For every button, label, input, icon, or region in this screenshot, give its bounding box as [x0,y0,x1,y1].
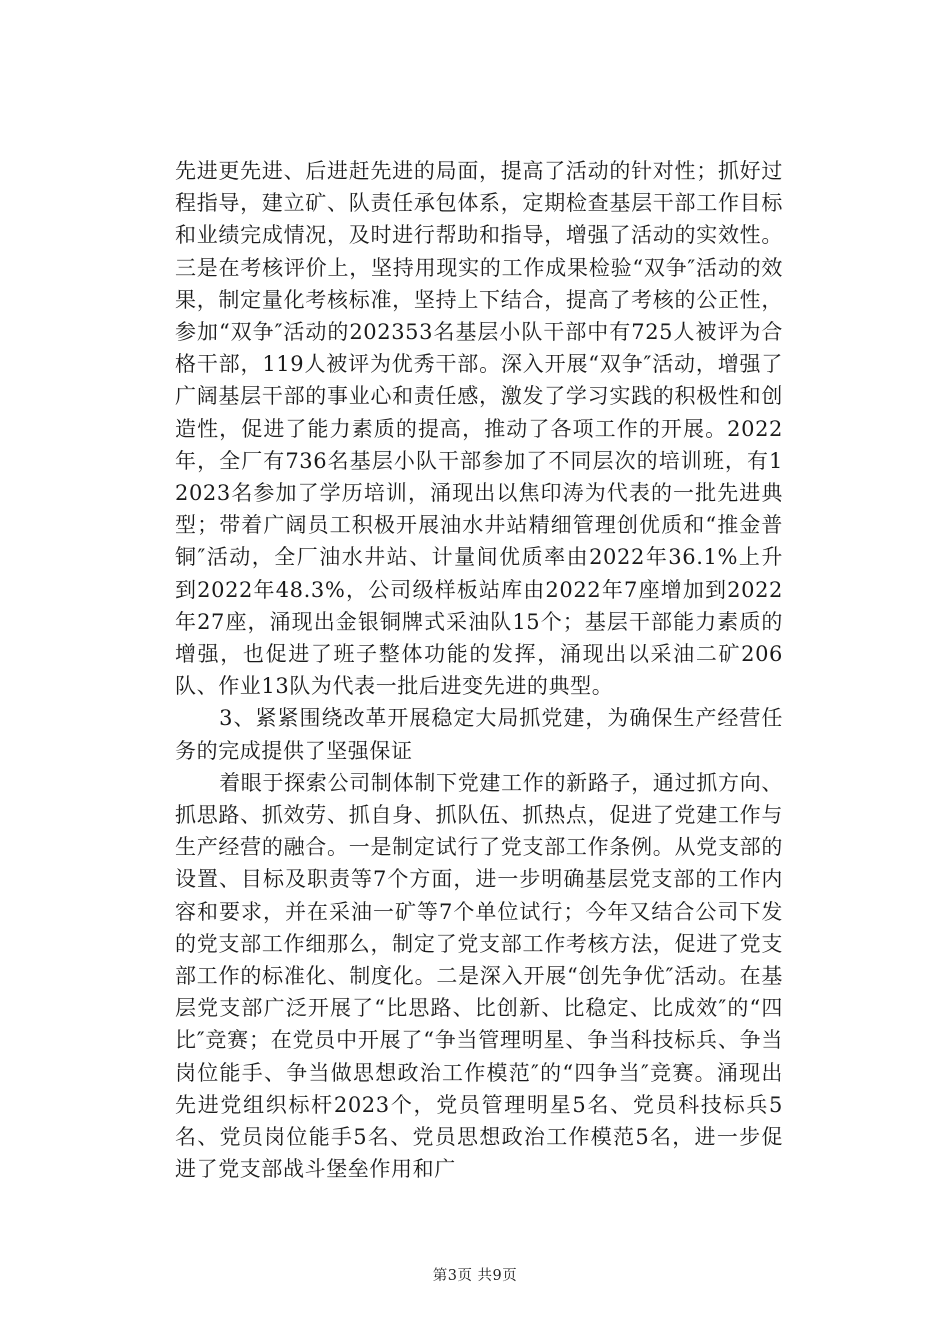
document-body [175,155,783,1186]
paragraph-continuation: 先进更先进、后进赶先进的局面，提高了活动的针对性；抓好过程指导，建立矿、队责任承包体系，定期检查基层干部工作目标和业绩完成情况，及时进行帮助和指导，增强了活动的实效性。三是在考核评价上，坚持用现实的工作成果检验“双争″活动的效果，制定量化考核标准，坚持上下结合，提高了考核的公正性，参加“双争″活动的202353名基层小队干部中有725人被评为合格干部，119人被评为优秀干部。深入开展“双争″活动，增强了广阔基层干部的事业心和责任感，激发了学习实践的积极性和创造性，促进了能力素质的提高，推动了各项工作的开展。2022年，全厂有736名基层小队干部参加了不同层次的培训班，有12023名参加了学历培训，涌现出以焦印涛为代表的一批先进典型；带着广阔员工积极开展油水井站精细管理创优质和“推金普铜″活动，全厂油水井站、计量间优质率由2022年36.1%上升到2022年48.3%，公司级样板站库由2022年7座增加到2022年27座，涌现出金银铜牌式采油队15个；基层干部能力素质的增强，也促进了班子整体功能的发挥，涌现出以采油二矿206队、作业13队为代表一批后进变先进的典型。 [175,159,783,699]
page-number-footer: 第3页 共9页 [432,1268,518,1284]
section-heading-3: 3、紧紧围绕改革开展稳定大局抓党建，为确保生产经营任务的完成提供了坚强保证 [175,706,783,763]
paragraph-party-building: 着眼于探索公司制体制下党建工作的新路子，通过抓方向、抓思路、抓效劳、抓自身、抓队伍、抓热点，促进了党建工作与生产经营的融合。一是制定试行了党支部工作条例。从党支部的设置、目标及职责等7个方面，进一步明确基层党支部的工作内容和要求，并在采油一矿等7个单位试行；今年又结合公司下发的党支部工作细那么，制定了党支部工作考核方法，促进了党支部工作的标准化、制度化。二是深入开展“创先争优″活动。在基层党支部广泛开展了“比思路、比创新、比稳定、比成效″的“四比″竞赛；在党员中开展了“争当管理明星、争当科技标兵、争当岗位能手、争当做思想政治工作模范″的“四争当″竞赛。涌现出先进党组织标杆2023个，党员管理明星5名、党员科技标兵5名、党员岗位能手5名、党员思想政治工作模范5名，进一步促进了党支部战斗堡垒作用和广 [175,770,783,1182]
